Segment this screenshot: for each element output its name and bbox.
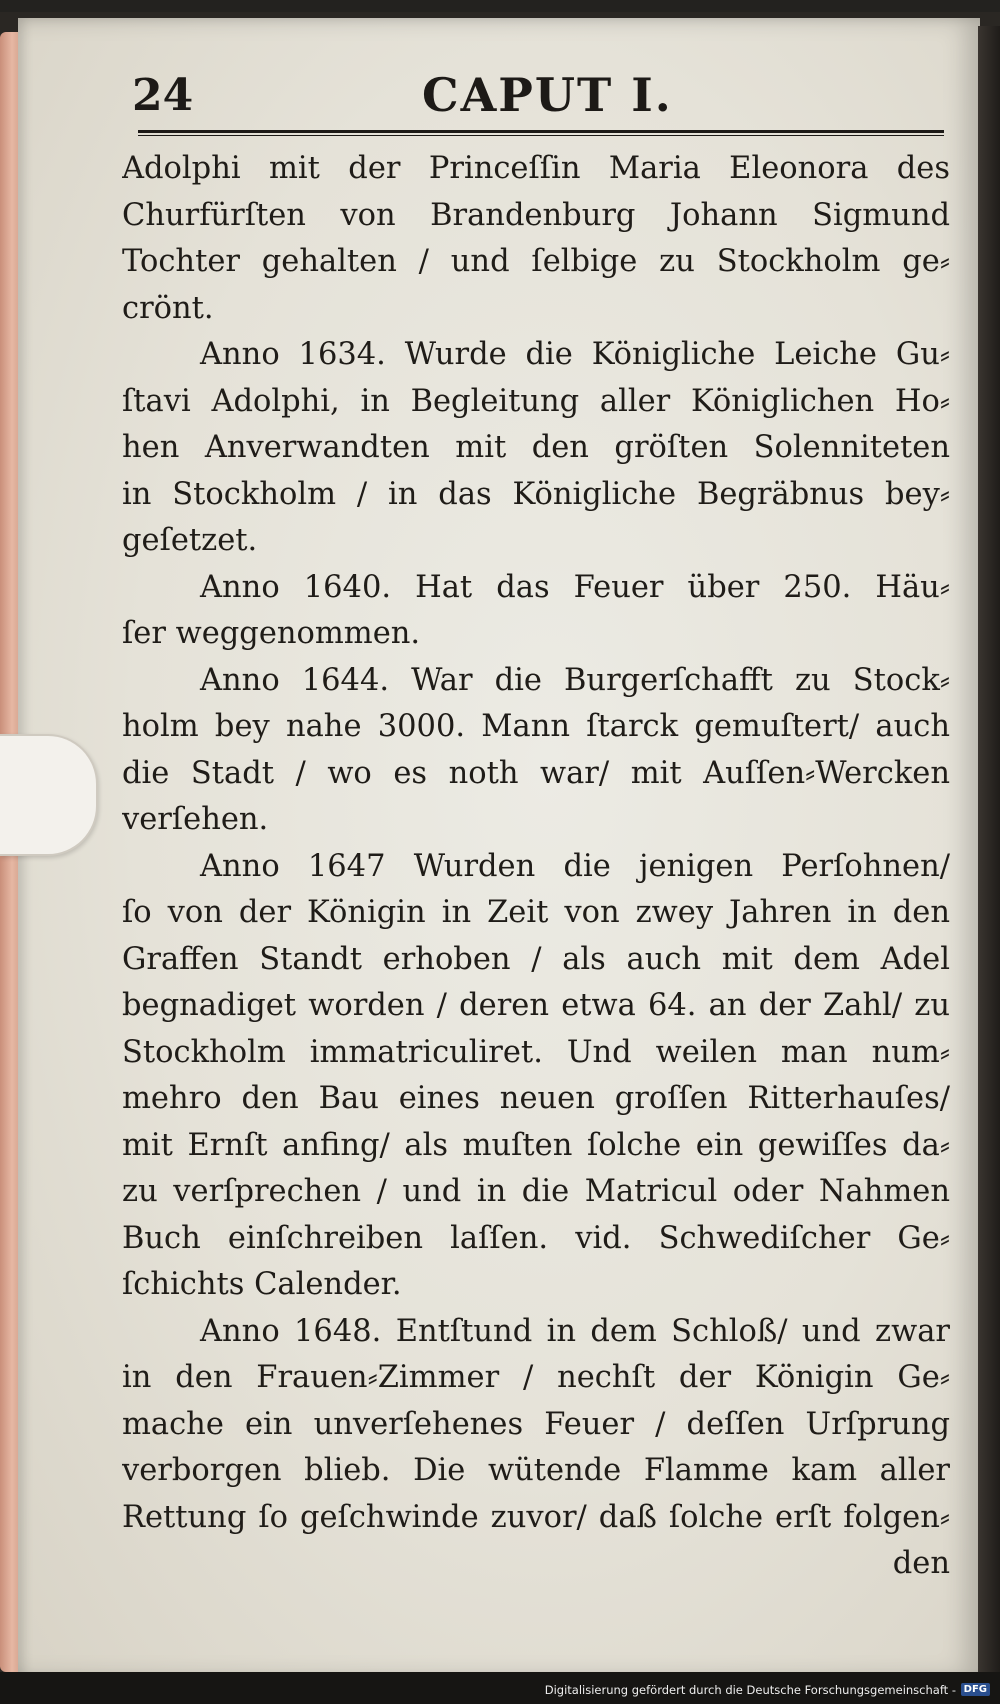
text-line: Stockholm immatriculiret. Und weilen man num⸗ <box>122 1034 950 1070</box>
text-line: Anno 1644. War die Burgerſchafft zu Stock⸗ <box>200 662 950 698</box>
footer-bar <box>0 1672 1000 1704</box>
page-number: 24 <box>132 70 194 121</box>
text-line: Graffen Standt erhoben / als auch mit dem Adel <box>122 941 950 977</box>
text-line: hen Anverwandten mit den gröſten Solenniteten <box>122 430 950 465</box>
text-line: mehro den Bau eines neuen groſſen Ritterhauſes/ <box>122 1081 950 1116</box>
text-line: in Stockholm / in das Königliche Begräbnus bey⸗ <box>122 476 950 512</box>
body-text <box>122 146 950 1588</box>
funding-note: Digitalisierung gefördert durch die Deutsche Forschungsgemeinschaft - <box>544 1683 956 1697</box>
text-line: Anno 1647 Wurden die jenigen Perſohnen/ <box>200 848 950 884</box>
text-line: Churfürſten von Brandenburg Johann Sigmund <box>122 197 950 233</box>
text-line: ſchichts Calender. <box>122 1267 402 1302</box>
text-line: mit Ernſt anfing/ als muſten ſolche ein gewiſſes da⸗ <box>122 1127 950 1163</box>
text-line: ſtavi Adolphi, in Begleitung aller Königlichen Ho⸗ <box>122 383 950 419</box>
text-line: verborgen blieb. Die wütende Flamme kam aller <box>122 1453 950 1488</box>
text-line: Anno 1634. Wurde die Königliche Leiche Gu⸗ <box>200 337 950 372</box>
text-line: Rettung ſo geſchwinde zuvor/ daß ſolche erſt folgen⸗ <box>122 1499 950 1535</box>
text-line: in den Frauen⸗Zimmer / nechſt der Königin Ge⸗ <box>122 1360 950 1395</box>
text-line: ſer weggenommen. <box>122 616 421 651</box>
text-line: geſetzet. <box>122 523 258 558</box>
text-line: ſo von der Königin in Zeit von zwey Jahren in den <box>122 895 950 930</box>
text-line: begnadiget worden / deren etwa 64. an der Zahl/ zu <box>122 988 950 1023</box>
text-line: holm bey nahe 3000. Mann ſtarck gemuſtert/ auch <box>122 709 950 744</box>
book-scan <box>0 12 1000 1672</box>
binding-edge <box>978 26 1000 1676</box>
text-line: crönt. <box>122 290 214 326</box>
text-line: Adolphi mit der Princeſſin Maria Eleonora des <box>122 151 950 186</box>
catchword: den <box>892 1546 950 1581</box>
text-line: mache ein unverſehenes Feuer / deſſen Urſprung <box>122 1406 950 1442</box>
text-line: die Stadt / wo es noth war/ mit Auſſen⸗Wercken <box>122 755 950 791</box>
text-line: Tochter gehalten / und ſelbige zu Stockholm ge⸗ <box>122 244 950 279</box>
dfg-logo-icon: DFG <box>961 1683 990 1696</box>
page-header <box>132 68 944 128</box>
text-line: Anno 1640. Hat das Feuer über 250. Häu⸗ <box>200 569 950 605</box>
text-line: Anno 1648. Entſtund in dem Schloß/ und zwar <box>200 1313 950 1349</box>
page-tab-marker <box>0 734 98 856</box>
text-line: Buch einſchreiben laſſen. vid. Schwediſcher Ge⸗ <box>122 1220 950 1256</box>
text-line: verſehen. <box>122 802 269 837</box>
header-rule <box>138 130 944 136</box>
text-line: zu verſprechen / und in die Matricul oder Nahmen <box>122 1174 950 1209</box>
running-head: CAPUT I. <box>422 68 673 122</box>
